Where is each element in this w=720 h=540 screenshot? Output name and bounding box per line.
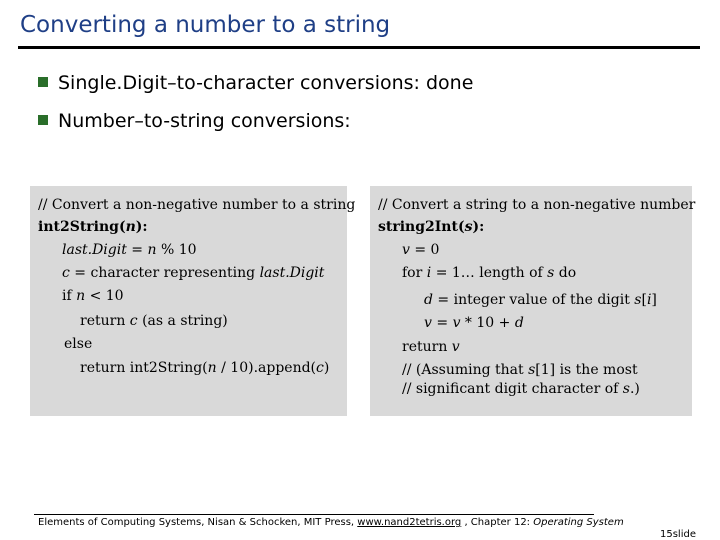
sig-end: ): xyxy=(135,219,148,235)
token: s xyxy=(622,381,630,397)
token: c xyxy=(316,360,324,376)
token: v xyxy=(402,242,410,258)
token: (as a string) xyxy=(137,313,228,329)
token: last.Digit xyxy=(259,265,325,281)
token: = 0 xyxy=(409,242,440,258)
footer-mid: , Chapter 12: xyxy=(461,517,534,528)
left-line-1 xyxy=(62,242,197,258)
footer-website-link[interactable]: www.nand2tetris.org xyxy=(357,517,462,528)
token: v xyxy=(451,339,460,355)
token: .) xyxy=(629,381,640,397)
token: d xyxy=(514,315,524,331)
sig-arg: s xyxy=(464,219,473,235)
token: if xyxy=(62,288,77,304)
right-line-2 xyxy=(402,265,576,281)
token: i xyxy=(426,265,432,281)
token: [ xyxy=(641,292,647,308)
token: c xyxy=(62,265,70,281)
token: = integer value of the digit xyxy=(432,292,635,308)
token: // significant digit character of xyxy=(402,381,623,397)
token: ] xyxy=(651,292,657,308)
int2string-signature xyxy=(38,219,148,235)
sig-name: int2String( xyxy=(38,219,126,235)
token: = character representing xyxy=(69,265,260,281)
footer-credit xyxy=(38,517,624,528)
token: d xyxy=(424,292,433,308)
token: = xyxy=(431,315,453,331)
token: / 10).append( xyxy=(216,360,317,376)
token: n xyxy=(76,288,86,304)
right-line-1 xyxy=(402,242,439,258)
token: v xyxy=(424,315,432,331)
right-line-4 xyxy=(424,315,524,331)
right-comment: // Convert a string to a non-negative number xyxy=(378,197,696,213)
right-line-3 xyxy=(424,292,657,308)
token: last.Digit xyxy=(62,242,127,258)
string2int-signature xyxy=(378,219,484,235)
token: i xyxy=(646,292,652,308)
bullet-square-icon xyxy=(38,115,48,125)
footer-prefix: Elements of Computing Systems, Nisan & Schocken, MIT Press, xyxy=(38,517,358,528)
token: for xyxy=(402,265,427,281)
left-line-3 xyxy=(62,288,124,304)
token: < 10 xyxy=(85,288,124,304)
token: return int2String( xyxy=(80,360,208,376)
left-comment: // Convert a non-negative number to a string xyxy=(38,197,356,213)
bullet-item-2 xyxy=(38,110,351,132)
token: * 10 + xyxy=(460,315,515,331)
token: do xyxy=(554,265,577,281)
slide-number: 15slide xyxy=(660,529,696,540)
bullet-item-1 xyxy=(38,72,473,94)
right-line-7 xyxy=(402,381,640,397)
title-divider xyxy=(18,46,700,49)
token: % 10 xyxy=(156,242,197,258)
token: [1] is the most xyxy=(535,362,638,378)
token: = xyxy=(126,242,148,258)
token: s xyxy=(634,292,642,308)
token: n xyxy=(147,242,157,258)
bullet-text-1: Single.Digit–to-character conversions: done xyxy=(58,72,474,94)
token: return xyxy=(80,313,130,329)
token: c xyxy=(129,313,138,329)
token: return xyxy=(402,339,452,355)
token: = 1… length of xyxy=(431,265,548,281)
token: n xyxy=(207,360,217,376)
slide-title: Converting a number to a string xyxy=(20,12,391,38)
sig-name: string2Int( xyxy=(378,219,465,235)
token: s xyxy=(547,265,555,281)
token: v xyxy=(452,315,461,331)
token: ) xyxy=(323,360,330,376)
footer-divider xyxy=(34,514,594,515)
bullet-text-2: Number–to-string conversions: xyxy=(58,110,351,132)
right-line-5 xyxy=(402,339,460,355)
bullet-square-icon xyxy=(38,77,48,87)
footer-chapter: Operating System xyxy=(533,517,624,528)
left-line-4 xyxy=(80,313,228,329)
sig-end: ): xyxy=(472,219,485,235)
right-line-6 xyxy=(402,362,638,378)
left-line-5: else xyxy=(64,336,93,352)
token: s xyxy=(528,362,536,378)
token: // (Assuming that xyxy=(402,362,529,378)
sig-arg: n xyxy=(125,219,136,235)
left-line-2 xyxy=(62,265,324,281)
left-line-6 xyxy=(80,360,329,376)
